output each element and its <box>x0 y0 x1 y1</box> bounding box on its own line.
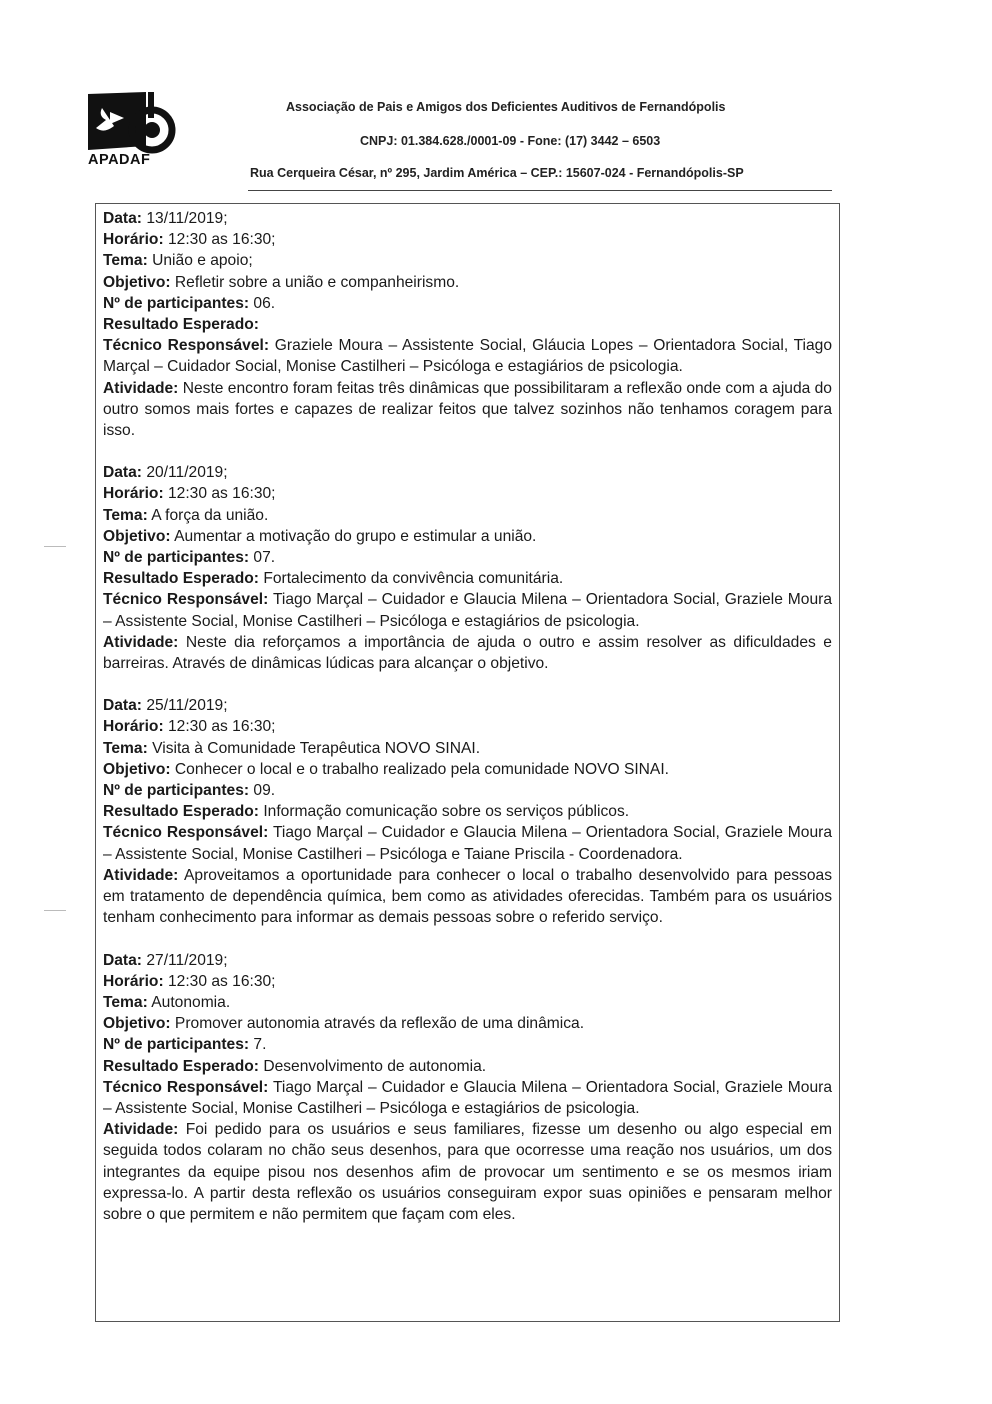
field-theme: Tema: Visita à Comunidade Terapêutica NOVO SINAI. <box>103 739 481 757</box>
field-time: Horário: 12:30 as 16:30; <box>103 231 276 249</box>
field-expected-result: Resultado Esperado: Informação comunicação sobre os serviços públicos. <box>103 803 630 821</box>
field-date: Data: 27/11/2019; <box>103 951 228 969</box>
field-theme: Tema: Autonomia. <box>103 993 231 1011</box>
field-objective: Objetivo: Promover autonomia através da reflexão de uma dinâmica. <box>103 1015 585 1033</box>
field-objective: Objetivo: Refletir sobre a união e companheirismo. <box>103 273 460 291</box>
field-technician: Técnico Responsável: Tiago Marçal – Cuidador e Glaucia Milena – Orientadora Social, Graziele Moura – Assistente Social, Monise Castilheri – Psicóloga e Taiane Priscila - Coordenadora. <box>103 824 832 863</box>
field-objective: Objetivo: Aumentar a motivação do grupo e estimular a união. <box>103 527 537 545</box>
field-activity: Atividade: Neste dia reforçamos a importância de ajuda o outro e assim resolver as dificuldades e barreiras. Através de dinâmicas lúdicas para alcançar o objetivo. <box>103 633 832 673</box>
field-participants: Nº de participantes: 7. <box>103 1036 267 1054</box>
field-date: Data: 13/11/2019; <box>103 210 228 227</box>
field-time: Horário: 12:30 as 16:30; <box>103 972 276 990</box>
report-entry <box>103 462 832 674</box>
report-entry <box>103 208 832 441</box>
field-activity: Atividade: Aproveitamos a oportunidade para conhecer o local o trabalho desenvolvido para pessoas em tratamento de dependência química, bem como as atividades oferecidas. Também para os usuários tenham conhecimento para informar as demais pessoas sobre o referido serviço. <box>103 866 832 927</box>
address: Rua Cerqueira César, nº 295, Jardim América – CEP.: 15607-024 - Fernandópolis-SP <box>250 166 744 180</box>
field-expected-result: Resultado Esperado: Desenvolvimento de autonomia. <box>103 1057 487 1075</box>
field-participants: Nº de participantes: 06. <box>103 294 276 312</box>
field-activity: Atividade: Foi pedido para os usuários e seus familiares, fizesse um desenho ou algo especial em seguida todos colaram no chão seus desenhos, para que ocorresse uma reação nos usuários, um dos integrantes da equipe pisou nos desenhos afim de provocar um sentimento e se os mesmos iriam expressa-lo. A partir desta reflexão os usuários conseguiram expor suas opiniões e pensaram melhor sobre o que permitem e não permitem que façam com eles. <box>103 1121 832 1223</box>
field-time: Horário: 12:30 as 16:30; <box>103 718 276 736</box>
logo-text: APADAF <box>88 152 151 168</box>
field-participants: Nº de participantes: 09. <box>103 782 276 800</box>
field-technician: Técnico Responsável: Tiago Marçal – Cuidador e Glaucia Milena – Orientadora Social, Graziele Moura – Assistente Social, Monise Castilheri – Psicóloga e estagiários de psicologia. <box>103 591 832 630</box>
field-theme: Tema: União e apoio; <box>103 252 253 270</box>
field-technician: Técnico Responsável: Tiago Marçal – Cuidador e Glaucia Milena – Orientadora Social, Graziele Moura – Assistente Social, Monise Castilheri – Psicóloga e estagiários de psicologia. <box>103 1078 832 1117</box>
field-date: Data: 20/11/2019; <box>103 464 228 482</box>
scan-mark <box>44 546 66 547</box>
report-content <box>103 208 832 1246</box>
field-date: Data: 25/11/2019; <box>103 697 228 715</box>
field-activity: Atividade: Neste encontro foram feitas três dinâmicas que possibilitaram a reflexão onde com a ajuda do outro somos mais fortes e capazes de realizar feitos que talvez sozinhos não tenhamos coragem para isso. <box>103 379 832 440</box>
field-objective: Objetivo: Conhecer o local e o trabalho realizado pela comunidade NOVO SINAI. <box>103 760 670 778</box>
field-time: Horário: 12:30 as 16:30; <box>103 485 276 503</box>
apadaf-logo-icon <box>84 88 176 156</box>
field-participants: Nº de participantes: 07. <box>103 549 276 567</box>
scan-mark <box>44 910 66 911</box>
field-expected-result: Resultado Esperado: Fortalecimento da convivência comunitária. <box>103 570 564 588</box>
cnpj-phone: CNPJ: 01.384.628./0001-09 - Fone: (17) 3442 – 6503 <box>360 134 661 148</box>
org-name: Associação de Pais e Amigos dos Deficientes Auditivos de Fernandópolis <box>286 100 726 114</box>
report-entry <box>103 950 832 1226</box>
field-expected-result: Resultado Esperado: <box>103 316 259 334</box>
header-divider <box>248 190 832 191</box>
report-entry <box>103 695 832 928</box>
field-theme: Tema: A força da união. <box>103 506 269 524</box>
field-technician: Técnico Responsável: Graziele Moura – Assistente Social, Gláucia Lopes – Orientadora Social, Tiago Marçal – Cuidador Social, Monise Castilheri – Psicóloga e estagiários de psicologia. <box>103 337 833 376</box>
